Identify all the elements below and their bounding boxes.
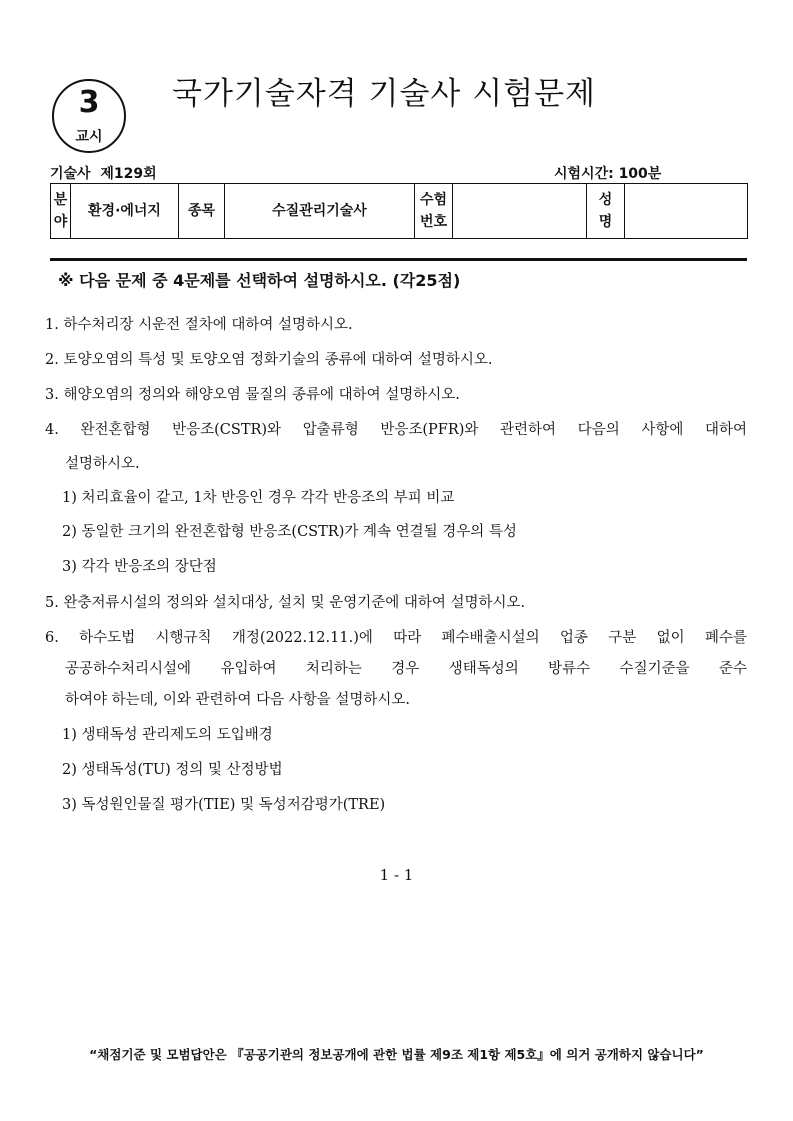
- question-4-sub-3: 3) 각각 반응조의 장단점: [62, 559, 217, 575]
- question-6-line-3: 하여야 하는데, 이와 관련하여 다음 사항을 설명하시오.: [65, 692, 411, 708]
- field-label-line1: 분: [53, 192, 68, 208]
- field-value: 환경·에너지: [71, 184, 179, 239]
- name-label-cell: [587, 184, 625, 239]
- question-4-sub-1: 1) 처리효율이 같고, 1차 반응인 경우 각각 반응조의 부피 비교: [62, 490, 455, 506]
- question-4-sub-2: 2) 동일한 크기의 완전혼합형 반응조(CSTR)가 계속 연결될 경우의 특성: [62, 524, 517, 540]
- name-label-line2: 명: [598, 214, 613, 230]
- exam-number-field[interactable]: [453, 184, 587, 239]
- section-divider: [50, 258, 747, 261]
- question-5: 5. 완충저류시설의 정의와 설치대상, 설치 및 운영기준에 대하여 설명하시오.: [45, 595, 526, 611]
- question-2: 2. 토양오염의 특성 및 토양오염 정화기술의 종류에 대하여 설명하시오.: [45, 352, 493, 368]
- question-6-sub-3: 3) 독성원인물질 평가(TIE) 및 독성저감평가(TRE): [62, 797, 386, 813]
- field-label-cell: [51, 184, 71, 239]
- question-4-line-2: 설명하시오.: [65, 456, 140, 472]
- question-4-line-1: 4. 완전혼합형 반응조(CSTR)와 압출류형 반응조(PFR)와 관련하여 다음의 사항에 대하여: [45, 422, 747, 438]
- category-value: 수질관리기술사: [225, 184, 415, 239]
- page-title: 국가기술자격 기술사 시험문제: [172, 76, 597, 112]
- period-label: 교시: [75, 129, 103, 145]
- name-field[interactable]: [625, 184, 748, 239]
- name-label-line1: 성: [598, 192, 613, 208]
- page-number: 1 - 1: [379, 866, 414, 884]
- period-number: 3: [78, 85, 100, 120]
- question-6-sub-2: 2) 생태독성(TU) 정의 및 산정방법: [62, 762, 283, 778]
- exam-time: 시험시간: 100분: [554, 166, 662, 182]
- period-badge: [52, 79, 126, 153]
- exam-round: 기술사 제129회: [50, 166, 157, 182]
- category-label: 종목: [179, 184, 225, 239]
- field-label-line2: 야: [53, 214, 68, 230]
- question-1: 1. 하수처리장 시운전 절차에 대하여 설명하시오.: [45, 317, 353, 333]
- question-3: 3. 해양오염의 정의와 해양오염 물질의 종류에 대하여 설명하시오.: [45, 387, 460, 403]
- candidate-info-table: [50, 183, 748, 239]
- exam-number-label-line1: 수험: [419, 192, 448, 208]
- question-6-line-2: 공공하수처리시설에 유입하여 처리하는 경우 생태독성의 방류수 수질기준을 준수: [65, 661, 747, 677]
- question-6-sub-1: 1) 생태독성 관리제도의 도입배경: [62, 727, 273, 743]
- question-6-line-1: 6. 하수도법 시행규칙 개정(2022.12.11.)에 따라 폐수배출시설의 업종 구분 없이 폐수를: [45, 630, 747, 646]
- exam-number-label-cell: [415, 184, 453, 239]
- footer-notice: “채점기준 및 모범답안은 『공공기관의 정보공개에 관한 법률 제9조 제1항 제5호』에 의거 공개하지 않습니다”: [89, 1047, 704, 1062]
- instruction-text: ※ 다음 문제 중 4문제를 선택하여 설명하시오. (각25점): [58, 271, 461, 290]
- exam-number-label-line2: 번호: [419, 214, 448, 230]
